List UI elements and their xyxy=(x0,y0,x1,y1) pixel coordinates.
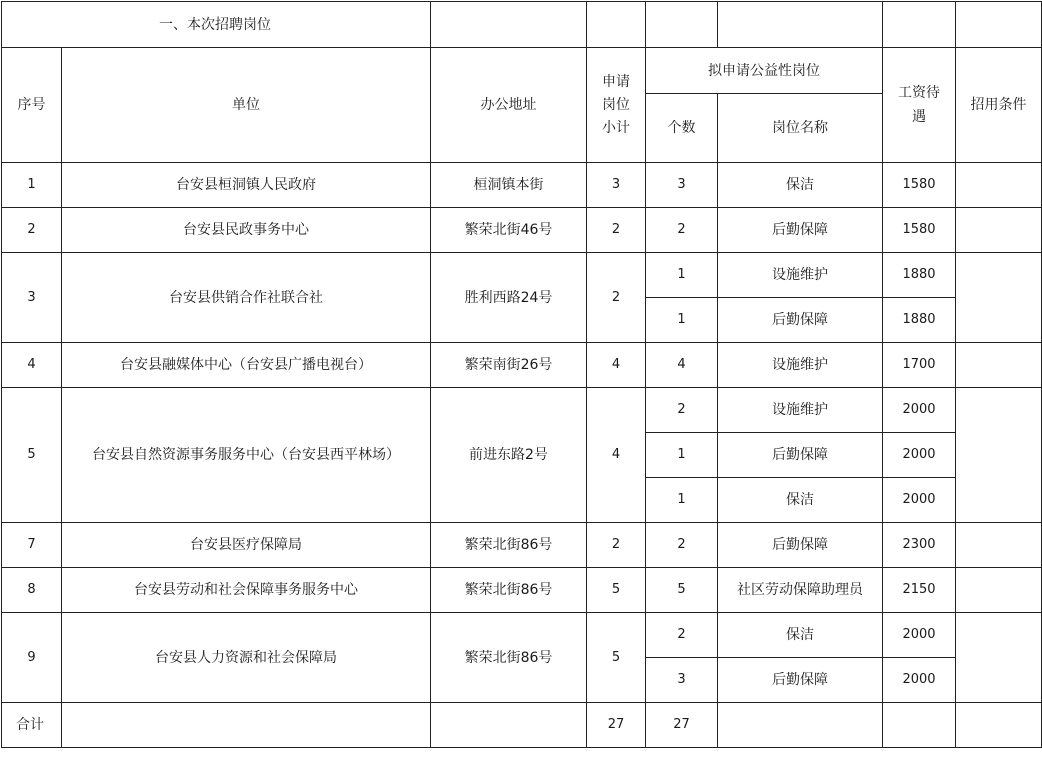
row-post-name: 后勤保障 xyxy=(718,523,883,568)
header-proposed: 拟申请公益性岗位 xyxy=(646,48,883,94)
header-address: 办公地址 xyxy=(431,48,587,163)
row-subtotal: 5 xyxy=(587,613,646,703)
row-count: 1 xyxy=(646,478,718,523)
row-subtotal: 4 xyxy=(587,343,646,388)
row-unit: 台安县融媒体中心（台安县广播电视台） xyxy=(62,343,431,388)
row-unit: 台安县桓洞镇人民政府 xyxy=(62,163,431,208)
row-post-name: 保洁 xyxy=(718,613,883,658)
blank-cell xyxy=(62,703,431,748)
row-salary: 2000 xyxy=(883,433,956,478)
row-post-name: 后勤保障 xyxy=(718,208,883,253)
table-row xyxy=(2,253,1042,298)
header-post-name: 岗位名称 xyxy=(718,94,883,163)
table-row xyxy=(2,388,1042,433)
row-salary: 1580 xyxy=(883,163,956,208)
row-post-name: 设施维护 xyxy=(718,388,883,433)
row-seq: 8 xyxy=(2,568,62,613)
row-salary: 1580 xyxy=(883,208,956,253)
row-unit: 台安县人力资源和社会保障局 xyxy=(62,613,431,703)
table-row xyxy=(2,163,1042,208)
table-row xyxy=(2,613,1042,658)
row-count: 2 xyxy=(646,208,718,253)
row-count: 2 xyxy=(646,523,718,568)
row-conditions xyxy=(956,343,1042,388)
row-count: 1 xyxy=(646,298,718,343)
row-conditions xyxy=(956,568,1042,613)
blank-cell xyxy=(956,703,1042,748)
row-address: 繁荣北街46号 xyxy=(431,208,587,253)
row-subtotal: 2 xyxy=(587,523,646,568)
row-seq: 1 xyxy=(2,163,62,208)
row-unit: 台安县医疗保障局 xyxy=(62,523,431,568)
row-post-name: 保洁 xyxy=(718,163,883,208)
row-post-name: 后勤保障 xyxy=(718,658,883,703)
row-subtotal: 2 xyxy=(587,208,646,253)
row-post-name: 设施维护 xyxy=(718,253,883,298)
table-row xyxy=(2,523,1042,568)
row-address: 繁荣北街86号 xyxy=(431,613,587,703)
row-address: 胜利西路24号 xyxy=(431,253,587,343)
header-unit: 单位 xyxy=(62,48,431,163)
row-salary: 1880 xyxy=(883,253,956,298)
row-salary: 2000 xyxy=(883,658,956,703)
total-label: 合计 xyxy=(2,703,62,748)
row-count: 1 xyxy=(646,433,718,478)
blank-cell xyxy=(718,703,883,748)
header-seq: 序号 xyxy=(2,48,62,163)
table-row xyxy=(2,343,1042,388)
total-count: 27 xyxy=(646,703,718,748)
blank-cell xyxy=(431,2,587,48)
section-title-row xyxy=(2,2,1042,48)
row-subtotal: 2 xyxy=(587,253,646,343)
row-seq: 9 xyxy=(2,613,62,703)
row-unit: 台安县供销合作社联合社 xyxy=(62,253,431,343)
table-row xyxy=(2,568,1042,613)
row-count: 3 xyxy=(646,163,718,208)
blank-cell xyxy=(718,2,883,48)
row-post-name: 后勤保障 xyxy=(718,298,883,343)
table-row xyxy=(2,208,1042,253)
blank-cell xyxy=(431,703,587,748)
header-subtotal: 申请岗位小计 xyxy=(587,48,646,163)
row-salary: 2000 xyxy=(883,613,956,658)
row-address: 繁荣北街86号 xyxy=(431,568,587,613)
row-seq: 4 xyxy=(2,343,62,388)
row-address: 前进东路2号 xyxy=(431,388,587,523)
row-conditions xyxy=(956,253,1042,343)
row-post-name: 设施维护 xyxy=(718,343,883,388)
row-count: 1 xyxy=(646,253,718,298)
row-salary: 2300 xyxy=(883,523,956,568)
row-address: 桓洞镇本街 xyxy=(431,163,587,208)
row-count: 5 xyxy=(646,568,718,613)
row-seq: 5 xyxy=(2,388,62,523)
row-salary: 2000 xyxy=(883,478,956,523)
row-subtotal: 5 xyxy=(587,568,646,613)
row-post-name: 后勤保障 xyxy=(718,433,883,478)
row-count: 4 xyxy=(646,343,718,388)
row-count: 2 xyxy=(646,388,718,433)
row-count: 3 xyxy=(646,658,718,703)
header-row-1 xyxy=(2,48,1042,94)
row-address: 繁荣北街86号 xyxy=(431,523,587,568)
row-address: 繁荣南街26号 xyxy=(431,343,587,388)
row-unit: 台安县劳动和社会保障事务服务中心 xyxy=(62,568,431,613)
header-conditions: 招用条件 xyxy=(956,48,1042,163)
row-seq: 3 xyxy=(2,253,62,343)
row-conditions xyxy=(956,163,1042,208)
blank-cell xyxy=(883,703,956,748)
blank-cell xyxy=(956,2,1042,48)
row-subtotal: 4 xyxy=(587,388,646,523)
row-conditions xyxy=(956,523,1042,568)
total-row xyxy=(2,703,1042,748)
row-conditions xyxy=(956,208,1042,253)
recruitment-table xyxy=(1,1,1042,748)
section-title: 一、本次招聘岗位 xyxy=(2,2,431,48)
row-salary: 2150 xyxy=(883,568,956,613)
row-post-name: 社区劳动保障助理员 xyxy=(718,568,883,613)
row-salary: 2000 xyxy=(883,388,956,433)
row-salary: 1700 xyxy=(883,343,956,388)
row-seq: 2 xyxy=(2,208,62,253)
header-count: 个数 xyxy=(646,94,718,163)
table-body xyxy=(2,2,1042,748)
blank-cell xyxy=(883,2,956,48)
row-conditions xyxy=(956,613,1042,703)
row-seq: 7 xyxy=(2,523,62,568)
row-subtotal: 3 xyxy=(587,163,646,208)
row-post-name: 保洁 xyxy=(718,478,883,523)
row-count: 2 xyxy=(646,613,718,658)
blank-cell xyxy=(587,2,646,48)
blank-cell xyxy=(646,2,718,48)
total-subtotal: 27 xyxy=(587,703,646,748)
row-unit: 台安县民政事务中心 xyxy=(62,208,431,253)
row-unit: 台安县自然资源事务服务中心（台安县西平林场） xyxy=(62,388,431,523)
row-conditions xyxy=(956,388,1042,523)
header-salary: 工资待遇 xyxy=(883,48,956,163)
row-salary: 1880 xyxy=(883,298,956,343)
